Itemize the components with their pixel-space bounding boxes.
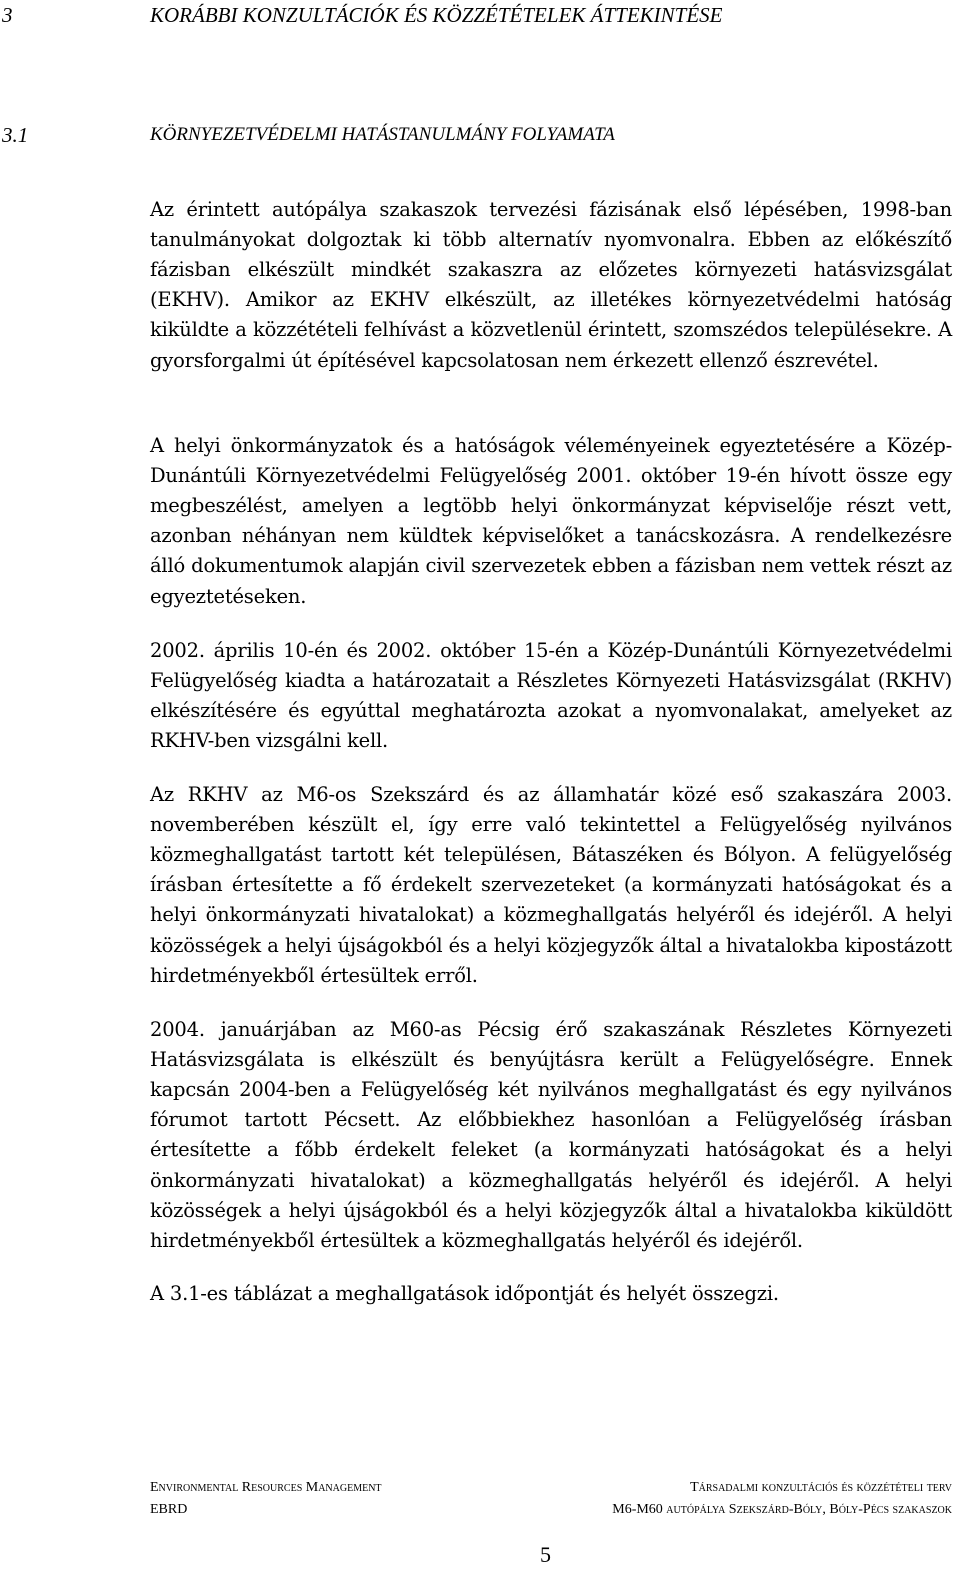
footer-project-title: M6-M60 autópálya Szekszárd-Bóly, Bóly-Pécs szakaszok	[612, 1502, 952, 1517]
subsection-title: KÖRNYEZETVÉDELMI HATÁSTANULMÁNY FOLYAMATA	[150, 124, 615, 145]
section-title: KORÁBBI KONZULTÁCIÓK ÉS KÖZZÉTÉTELEK ÁTTEKINTÉSE	[150, 3, 723, 27]
footer-client: EBRD	[150, 1502, 188, 1517]
paragraph-2: A helyi önkormányzatok és a hatóságok véleményeinek egyeztetésére a Közép-Dunántúli Környezetvédelmi Felügyelőség 2001. október 19-én hívott össze egy megbeszélést, amelyen a legtöbb helyi önkormányzat képviselője részt vett, azonban néhányan nem küldtek képviselőket a tanácskozásra. A rendelkezésre álló dokumentumok alapján civil szervezetek ebben a fázisban nem vettek részt az egyeztetéseken.	[150, 433, 952, 608]
paragraph-6: A 3.1-es táblázat a meghallgatások időpontját és helyét összegzi.	[150, 1281, 779, 1305]
paragraph-5: 2004. januárjában az M60-as Pécsig érő szakaszának Részletes Környezeti Hatásvizsgálata is elkészült és benyújtásra került a Felügyelőségre. Ennek kapcsán 2004-ben a Felügyelőség két nyilvános meghallgatást és egy nyilvános fórumot tartott Pécsett. Az előbbiekhez hasonlóan a Felügyelőség írásban értesítette a főbb érdekelt feleket (a kormányzati hatóságokat és a helyi önkormányzati hivatalokat) a közmeghallgatás helyéről és idejéről. A helyi közösségek a helyi újságokból és a helyi közjegyzők által a hivatalokba kiküldött hirdetményekből értesültek a közmeghallgatás helyéről és idejéről.	[150, 1017, 952, 1252]
subsection-number: 3.1	[2, 123, 29, 147]
footer-document-title: Társadalmi konzultációs és közzétételi terv	[690, 1480, 952, 1495]
section-number: 3	[2, 3, 13, 27]
footer-organization: Environmental Resources Management	[150, 1480, 382, 1495]
page-number: 5	[540, 1542, 551, 1567]
paragraph-4: Az RKHV az M6-os Szekszárd és az államhatár közé eső szakaszára 2003. novemberében készült el, így erre való tekintettel a Felügyelőség nyilvános közmeghallgatást tartott két településen, Bátaszéken és Bólyon. A felügyelőség írásban értesítette a fő érdekelt szervezeteket (a kormányzati hatóságokat és a helyi önkormányzati hivatalokat) a közmeghallgatás helyéről és idejéről. A helyi közösségek a helyi újságokból és a helyi közjegyzők által a hivatalokba kipostázott hirdetményekből értesültek erről.	[150, 782, 952, 987]
paragraph-3: 2002. április 10-én és 2002. október 15-én a Közép-Dunántúli Környezetvédelmi Felügyelőség kiadta a határozatait a Részletes Környezeti Hatásvizsgálat (RKHV) elkészítésére és egyúttal meghatározta azokat a nyomvonalakat, amelyeket az RKHV-ben vizsgálni kell.	[150, 638, 952, 753]
paragraph-1: Az érintett autópálya szakaszok tervezési fázisának első lépésében, 1998-ban tanulmányokat dolgoztak ki több alternatív nyomvonalra. Ebben az előkészítő fázisban elkészült mindkét szakaszra az előzetes környezeti hatásvizsgálat (EKHV). Amikor az EKHV elkészült, az illetékes környezetvédelmi hatóság kiküldte a közzétételi felhívást a közvetlenül érintett, szomszédos településekre. A gyorsforgalmi út építésével kapcsolatosan nem érkezett ellenző észrevétel.	[150, 197, 952, 372]
